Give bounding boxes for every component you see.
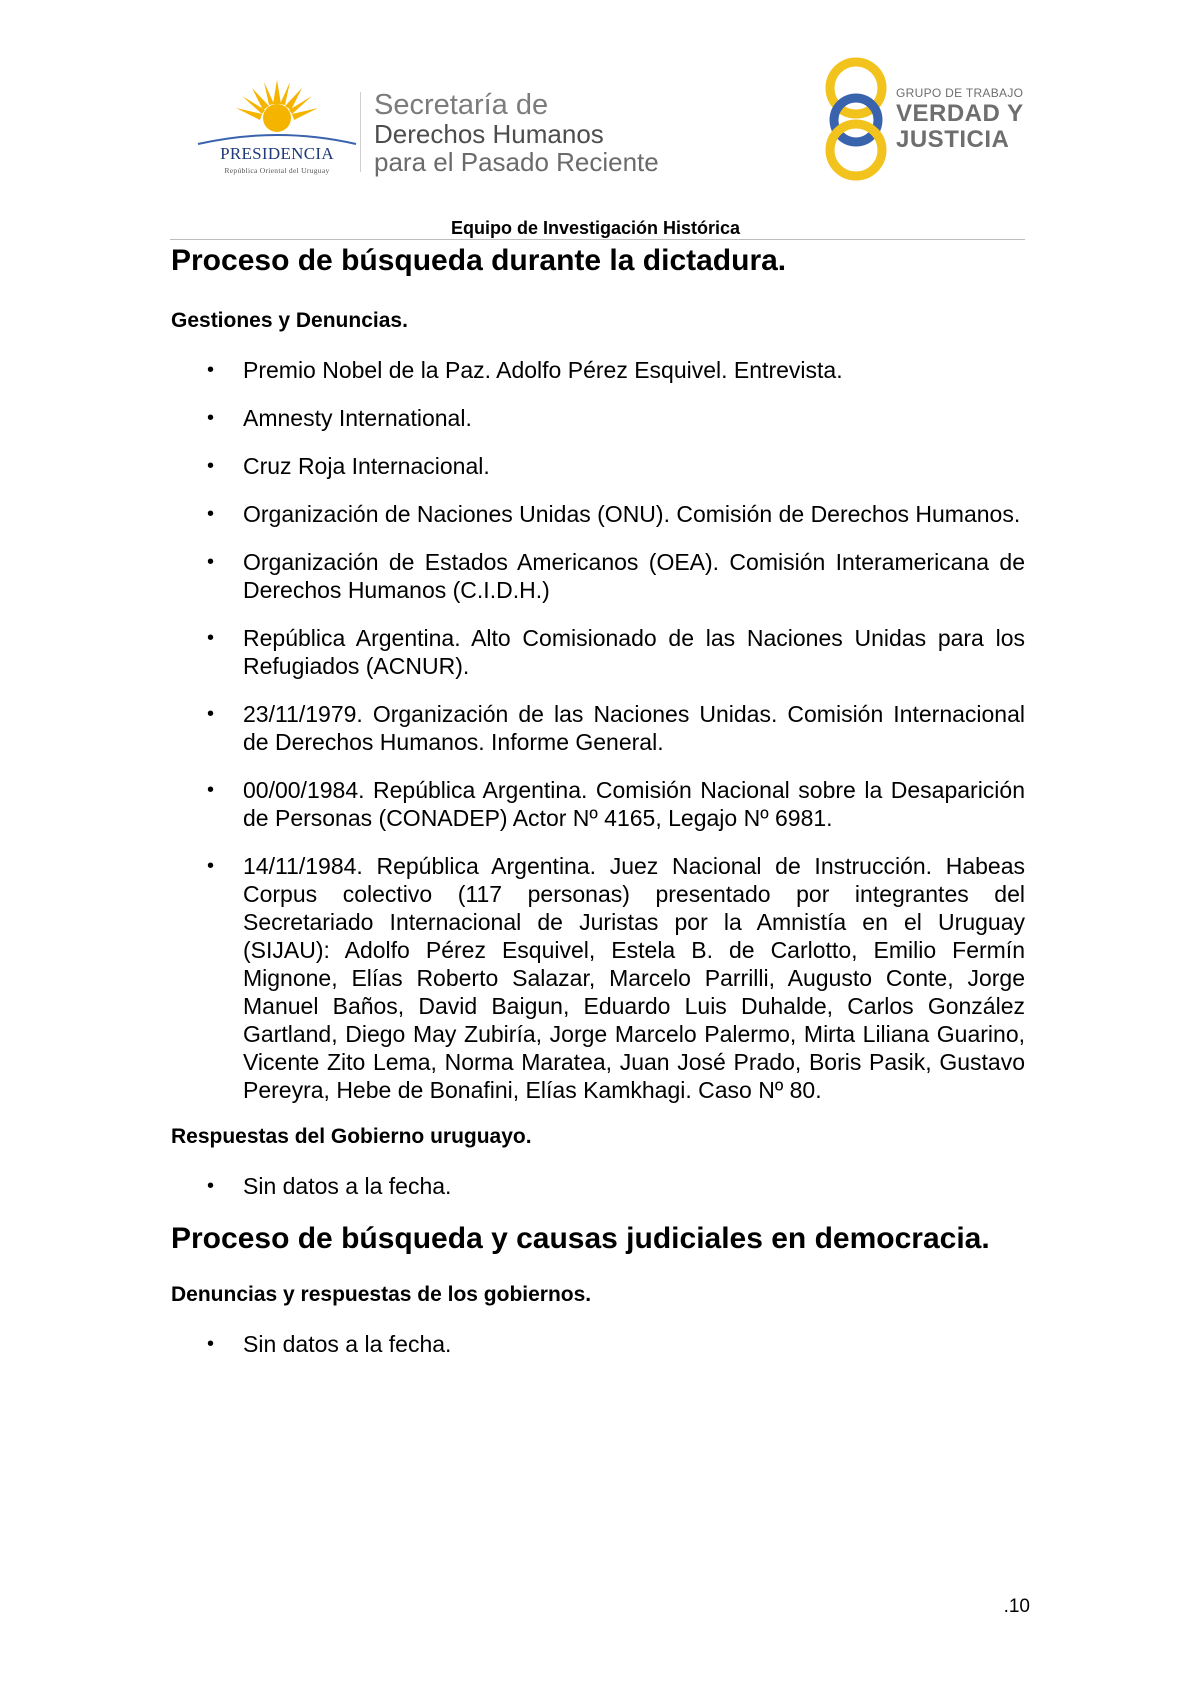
- list-item: • Sin datos a la fecha.: [171, 1172, 1025, 1200]
- grupo-line-1: GRUPO DE TRABAJO: [896, 86, 1024, 100]
- list-denuncias: [171, 1330, 1025, 1358]
- list-item: • 00/00/1984. República Argentina. Comisión Nacional sobre la Desaparición de Personas (CONADEP) Actor Nº 4165, Legajo Nº 6981.: [171, 776, 1025, 832]
- list-respuestas: [171, 1172, 1025, 1200]
- grupo-line-3: JUSTICIA: [896, 126, 1010, 153]
- subheading-respuestas: Respuestas del Gobierno uruguayo.: [171, 1125, 532, 1148]
- presidencia-logo: [196, 78, 358, 178]
- list-gestiones: [171, 356, 1025, 1104]
- subheading-gestiones: Gestiones y Denuncias.: [171, 309, 408, 332]
- section-title-democracia: Proceso de búsqueda y causas judiciales en democracia.: [171, 1222, 990, 1255]
- list-item: • Organización de Naciones Unidas (ONU). Comisión de Derechos Humanos.: [171, 500, 1025, 528]
- rings-icon: [820, 56, 892, 181]
- secretaria-line-1: Secretaría de: [374, 89, 549, 121]
- presidencia-title: PRESIDENCIA: [220, 144, 334, 163]
- subheading-denuncias: Denuncias y respuestas de los gobiernos.: [171, 1283, 592, 1306]
- list-item: • 14/11/1984. República Argentina. Juez Nacional de Instrucción. Habeas Corpus colectivo (117 personas) presentado por integrantes del Secretariado Internacional de Juristas por la Amnistía en el Uruguay (SIJAU): Adolfo Pérez Esquivel, Estela B. de Carlotto, Emilio Fermín Mignone, Elías Roberto Salazar, Marcelo Parrilli, Augusto Conte, Jorge Manuel Baños, David Baigun, Eduardo Luis Duhalde, Carlos González Gartland, Diego May Zubiría, Jorge Marcelo Palermo, Mirta Liliana Guarino, Vicente Zito Lema, Norma Maratea, Juan José Prado, Boris Pasik, Gustavo Pereyra, Hebe de Bonafini, Elías Kamkhagi. Caso Nº 80.: [171, 852, 1025, 1104]
- section-title-dictadura: Proceso de búsqueda durante la dictadura.: [171, 244, 787, 277]
- list-item: • República Argentina. Alto Comisionado de las Naciones Unidas para los Refugiados (ACNUR).: [171, 624, 1025, 680]
- page-number: .10: [1003, 1596, 1030, 1617]
- secretaria-line-3: para el Pasado Reciente: [374, 147, 659, 177]
- grupo-line-2: VERDAD Y: [896, 100, 1024, 127]
- header-divider: [360, 92, 361, 172]
- list-item: • Sin datos a la fecha.: [171, 1330, 1025, 1358]
- sun-icon: [232, 78, 322, 134]
- team-name: Equipo de Investigación Histórica: [450, 218, 741, 238]
- list-item: • Cruz Roja Internacional.: [171, 452, 1025, 480]
- list-item: • Organización de Estados Americanos (OEA). Comisión Interamericana de Derechos Humanos (C.I.D.H.): [171, 548, 1025, 604]
- list-item: • Amnesty International.: [171, 404, 1025, 432]
- presidencia-subtitle: República Oriental del Uruguay: [224, 166, 330, 175]
- secretaria-logo-text: [374, 90, 659, 176]
- list-item: • Premio Nobel de la Paz. Adolfo Pérez Esquivel. Entrevista.: [171, 356, 1025, 384]
- secretaria-line-2: Derechos Humanos: [374, 119, 604, 149]
- list-item: • 23/11/1979. Organización de las Naciones Unidas. Comisión Internacional de Derechos Humanos. Informe General.: [171, 700, 1025, 756]
- verdad-justicia-logo: [820, 56, 1040, 181]
- document-body: [171, 240, 1025, 1378]
